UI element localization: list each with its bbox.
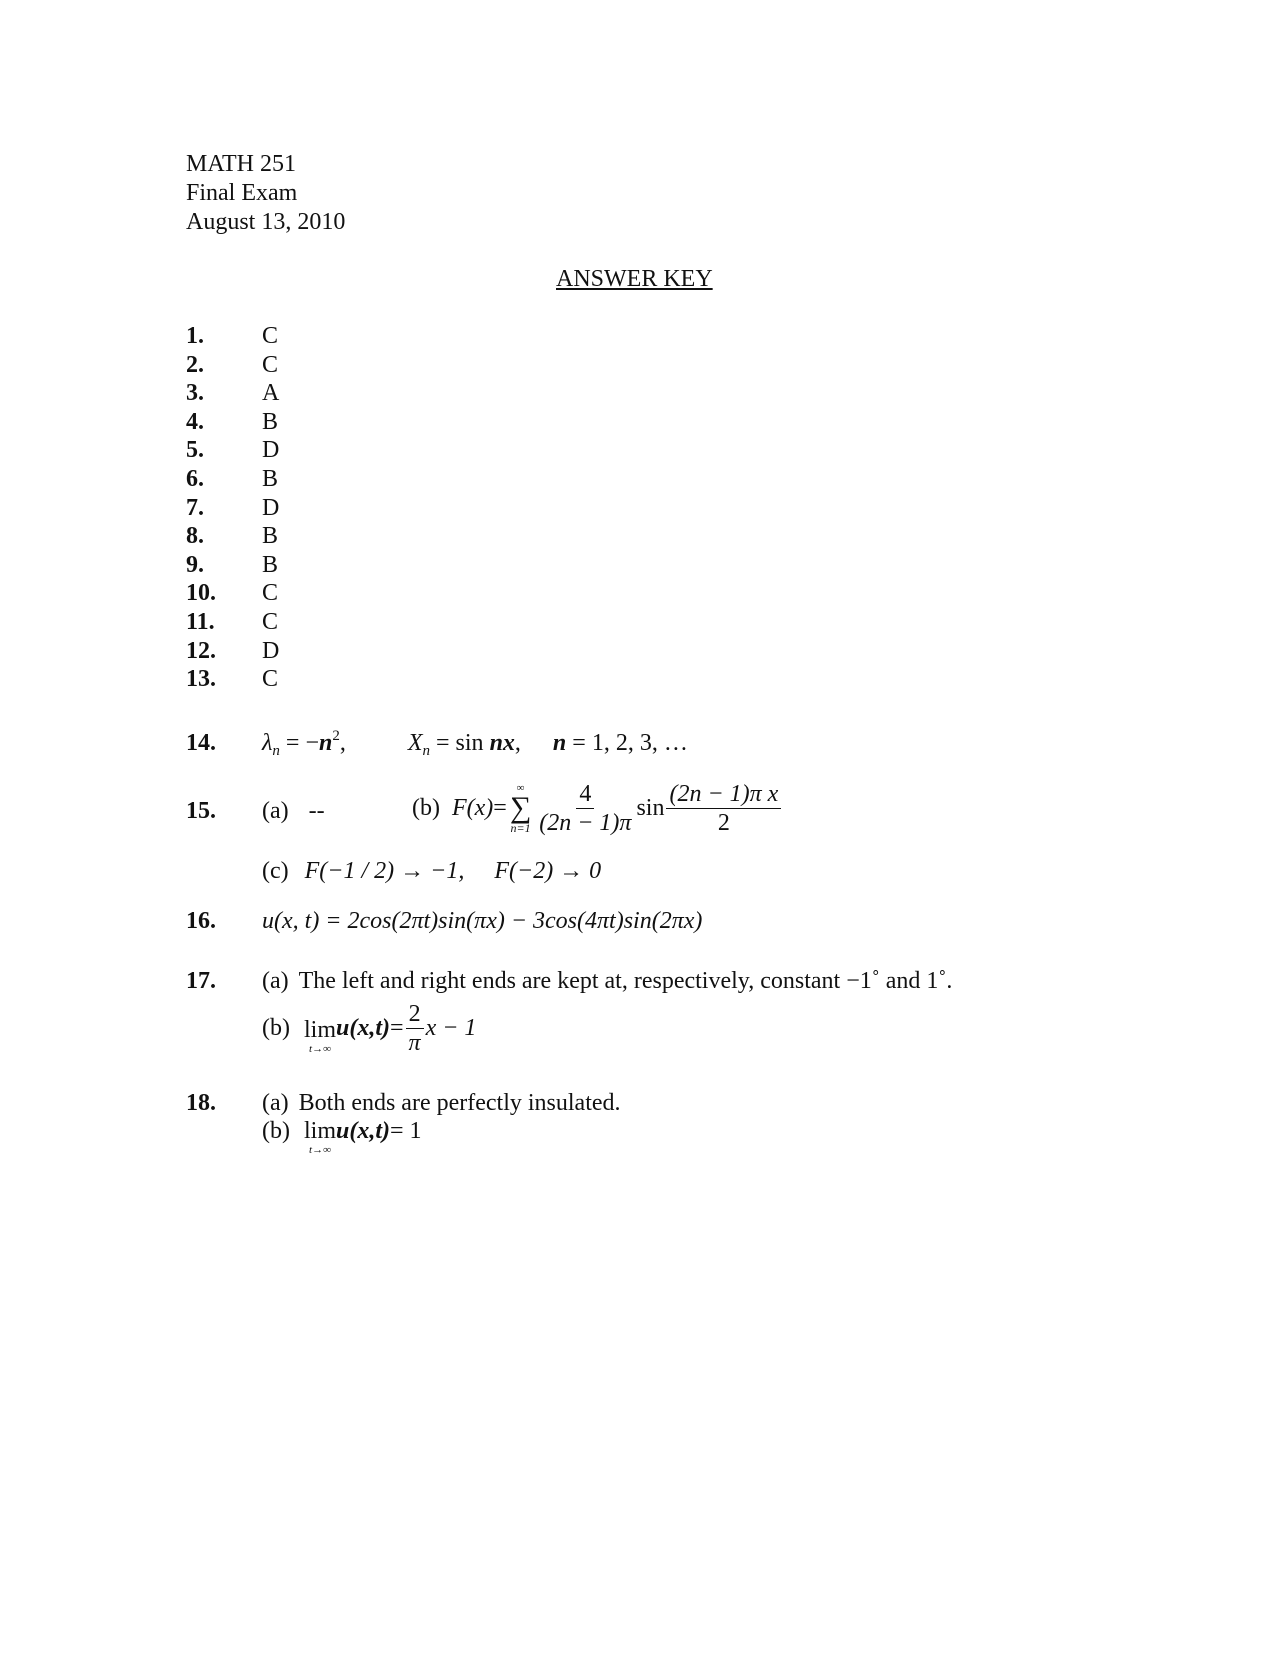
part-a-label: (a) bbox=[262, 1090, 289, 1116]
index-var: n bbox=[552, 730, 567, 756]
question-number: 13. bbox=[186, 666, 216, 693]
lambda-n: n bbox=[318, 730, 333, 756]
answer-letter: D bbox=[262, 494, 280, 521]
list-item bbox=[186, 465, 279, 494]
part-b-label: (b) bbox=[412, 795, 440, 821]
list-item bbox=[186, 436, 279, 465]
lambda-exponent: 2 bbox=[332, 728, 340, 744]
part-b-label: (b) bbox=[262, 1118, 290, 1144]
exam-header bbox=[186, 150, 345, 237]
limit-label: lim bbox=[303, 1016, 336, 1043]
question-number: 17. bbox=[186, 968, 216, 994]
eigenvalue-expression bbox=[262, 728, 346, 760]
question-18 bbox=[186, 1090, 621, 1117]
sum-upper: ∞ bbox=[516, 782, 525, 794]
answer-letter: C bbox=[262, 580, 279, 607]
list-item bbox=[186, 522, 279, 551]
limit-operator bbox=[304, 1118, 336, 1156]
answer-letter: C bbox=[262, 608, 279, 635]
question-number: 15. bbox=[186, 798, 216, 824]
exam-name: Final Exam bbox=[186, 180, 298, 206]
answer-letter: B bbox=[262, 408, 279, 435]
part-a-text: Both ends are perfectly insulated. bbox=[298, 1090, 621, 1116]
sum-symbol: ∑ bbox=[509, 791, 532, 824]
part-b-fourier-series bbox=[412, 780, 783, 837]
x-equals: = sin bbox=[430, 730, 490, 756]
multiple-choice-list bbox=[186, 322, 279, 694]
question-17-part-b bbox=[262, 1000, 476, 1057]
limit-fraction bbox=[406, 1000, 424, 1057]
answer-letter: C bbox=[262, 323, 279, 349]
answer-letter: C bbox=[262, 666, 279, 693]
page-title: ANSWER KEY bbox=[556, 266, 713, 292]
eigenfunction-expression bbox=[408, 730, 521, 760]
answer-letter: D bbox=[262, 437, 280, 464]
sum-operator bbox=[510, 783, 531, 834]
denominator: (2n − 1)π bbox=[539, 810, 632, 836]
limit-function: u(x,t) bbox=[336, 1015, 390, 1041]
lambda-comma: , bbox=[339, 730, 346, 756]
question-number: 11. bbox=[186, 608, 215, 635]
lambda-symbol: λ bbox=[262, 730, 273, 756]
list-item bbox=[186, 351, 279, 380]
part-c-limit-2: F(−2) → 0 bbox=[494, 858, 602, 884]
limit-operator bbox=[304, 1017, 336, 1055]
question-number: 2. bbox=[186, 351, 204, 378]
answer-letter: B bbox=[262, 523, 279, 550]
index-range bbox=[553, 730, 688, 757]
question-16 bbox=[186, 908, 702, 935]
coefficient-fraction bbox=[536, 780, 634, 837]
limit-value: = 1 bbox=[390, 1118, 422, 1144]
solution-expression: u(x, t) = 2cos(2πt)sin(πx) − 3cos(4πt)sin(2πx) bbox=[262, 908, 703, 934]
answer-letter: A bbox=[262, 380, 280, 407]
lambda-equals: = − bbox=[279, 730, 319, 756]
sum-lower: n=1 bbox=[510, 821, 531, 835]
argument-fraction bbox=[666, 780, 781, 837]
x-argument: nx bbox=[489, 730, 515, 756]
question-14 bbox=[186, 728, 688, 760]
question-number: 12. bbox=[186, 637, 216, 664]
answer-letter: B bbox=[262, 465, 279, 492]
limit-function: u(x,t) bbox=[336, 1118, 390, 1144]
answer-letter: B bbox=[262, 551, 279, 578]
index-values: = 1, 2, 3, … bbox=[566, 730, 688, 756]
x-subscript: n bbox=[422, 743, 431, 759]
part-c-label: (c) bbox=[262, 858, 289, 884]
numerator: (2n − 1)π x bbox=[666, 780, 781, 809]
question-18-part-b bbox=[262, 1118, 422, 1156]
part-a-label: (a) bbox=[262, 798, 289, 824]
list-item bbox=[186, 322, 279, 351]
part-c bbox=[262, 858, 601, 885]
question-number: 3. bbox=[186, 380, 204, 407]
question-number: 16. bbox=[186, 908, 216, 934]
list-item bbox=[186, 637, 279, 666]
part-b-label: (b) bbox=[262, 1015, 290, 1041]
question-number: 6. bbox=[186, 465, 204, 492]
list-item bbox=[186, 608, 279, 637]
numerator: 2 bbox=[406, 1000, 424, 1029]
question-number: 14. bbox=[186, 730, 216, 756]
denominator: 2 bbox=[717, 810, 730, 836]
part-a-value: -- bbox=[308, 798, 325, 824]
list-item bbox=[186, 551, 279, 580]
part-a-text: The left and right ends are kept at, respectively, constant −1˚ and 1˚. bbox=[298, 968, 953, 994]
limit-rest: x − 1 bbox=[425, 1015, 477, 1041]
question-number: 18. bbox=[186, 1090, 216, 1116]
function-name: F bbox=[451, 795, 467, 821]
answer-letter: D bbox=[262, 637, 280, 664]
question-number: 4. bbox=[186, 408, 204, 435]
course-name: MATH 251 bbox=[186, 151, 297, 177]
question-number: 8. bbox=[186, 523, 204, 550]
lambda-subscript: n bbox=[272, 743, 280, 759]
equals-sign: = bbox=[493, 795, 507, 821]
list-item bbox=[186, 494, 279, 523]
function-arg: (x) bbox=[466, 795, 494, 821]
part-a-label: (a) bbox=[262, 968, 289, 994]
question-number: 9. bbox=[186, 551, 204, 578]
answer-letter: C bbox=[262, 351, 279, 378]
part-c-limit-1: F(−1 / 2) → −1, bbox=[304, 858, 465, 884]
list-item bbox=[186, 579, 279, 608]
denominator: π bbox=[408, 1030, 421, 1056]
equals-sign: = bbox=[390, 1015, 404, 1041]
limit-label: lim bbox=[303, 1118, 336, 1144]
question-number: 1. bbox=[186, 323, 204, 349]
x-symbol: X bbox=[407, 730, 423, 756]
part-a bbox=[262, 798, 325, 825]
list-item bbox=[186, 379, 279, 408]
limit-condition: t→∞ bbox=[309, 1042, 331, 1055]
question-number: 10. bbox=[186, 580, 216, 607]
question-number: 7. bbox=[186, 494, 204, 521]
numerator: 4 bbox=[576, 780, 594, 809]
exam-date: August 13, 2010 bbox=[186, 209, 346, 235]
sine-function: sin bbox=[636, 795, 665, 821]
list-item bbox=[186, 408, 279, 437]
question-17 bbox=[186, 968, 952, 995]
limit-condition: t→∞ bbox=[309, 1144, 331, 1156]
list-item bbox=[186, 665, 279, 694]
x-comma: , bbox=[514, 730, 521, 756]
question-number: 5. bbox=[186, 437, 204, 464]
